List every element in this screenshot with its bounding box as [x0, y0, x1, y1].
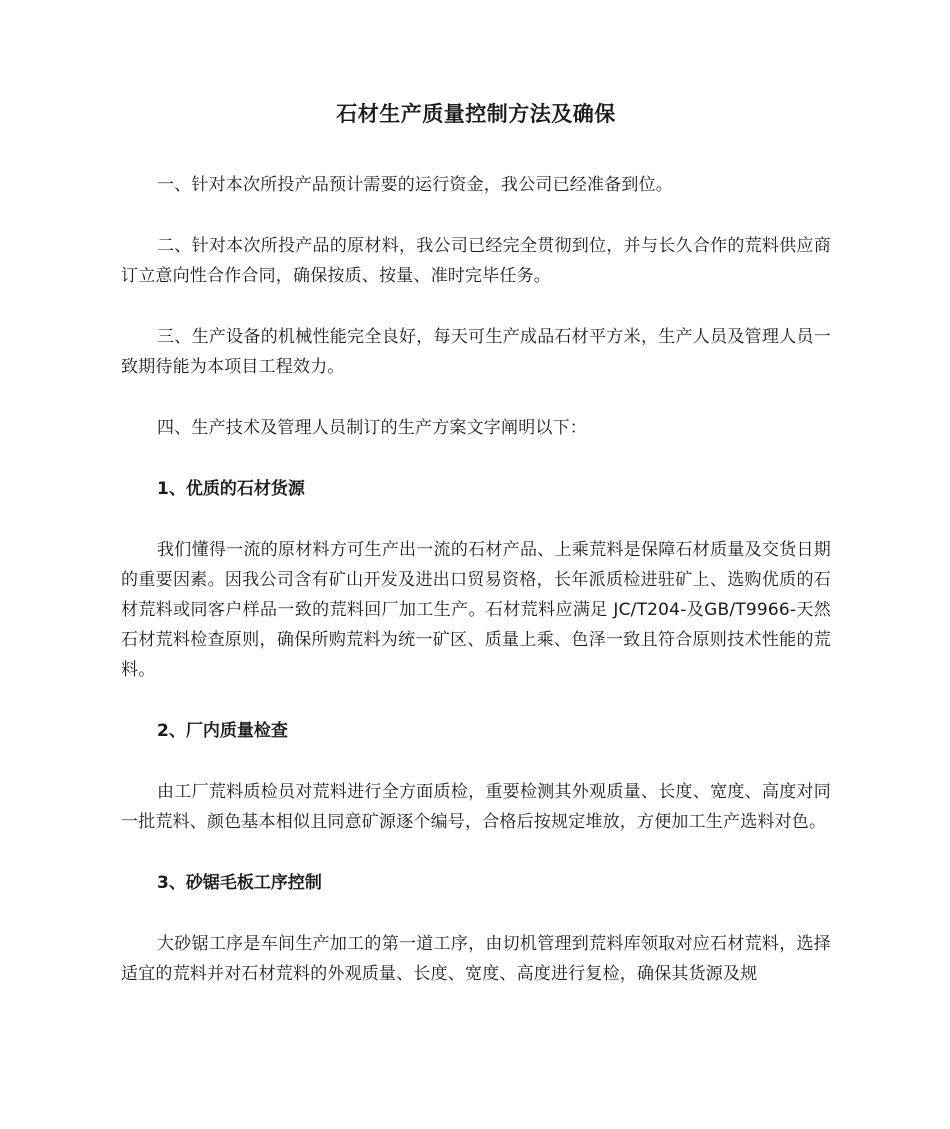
document-title: 石材生产质量控制方法及确保 — [336, 102, 616, 126]
paragraph-7: 大砂锯工序是车间生产加工的第一道工序，由切机管理到荒料库领取对应石材荒料，选择适宜的荒料并对石材荒料的外观质量、长度、宽度、高度进行复检，确保其货源及规 — [121, 934, 831, 984]
paragraph-3: 三、生产设备的机械性能完全良好，每天可生产成品石材平方米，生产人员及管理人员一致期待能为本项目工程效力。 — [121, 327, 831, 377]
paragraph-1: 一、针对本次所投产品预计需要的运行资金，我公司已经准备到位。 — [157, 175, 673, 195]
paragraph-2: 二、针对本次所投产品的原材料，我公司已经完全贯彻到位，并与长久合作的荒料供应商订立意向性合作合同，确保按质、按量、准时完毕任务。 — [121, 236, 831, 286]
paragraph-5: 我们懂得一流的原材料方可生产出一流的石材产品、上乘荒料是保障石材质量及交货日期的重要因素。因我公司含有矿山开发及进出口贸易资格，长年派质检进驻矿上、选购优质的石材荒料或同客户样品一致的荒料回厂加工生产。石材荒料应满足 JC/T204-及GB/T9966-天然石材荒料检查原则，确保所购荒料为统一矿区、质量上乘、色泽一致且符合原则技术性能的荒料。 — [121, 540, 831, 680]
section-heading-2: 2、厂内质量检查 — [157, 721, 288, 741]
paragraph-6: 由工厂荒料质检员对荒料进行全方面质检，重要检测其外观质量、长度、宽度、高度对同一批荒料、颜色基本相似且同意矿源逐个编号，合格后按规定堆放，方便加工生产选料对色。 — [121, 782, 831, 832]
document-body — [121, 98, 831, 989]
paragraph-4: 四、生产技术及管理人员制订的生产方案文字阐明以下： — [157, 418, 587, 438]
section-heading-1: 1、优质的石材货源 — [157, 479, 305, 499]
section-heading-3: 3、砂锯毛板工序控制 — [157, 873, 322, 893]
